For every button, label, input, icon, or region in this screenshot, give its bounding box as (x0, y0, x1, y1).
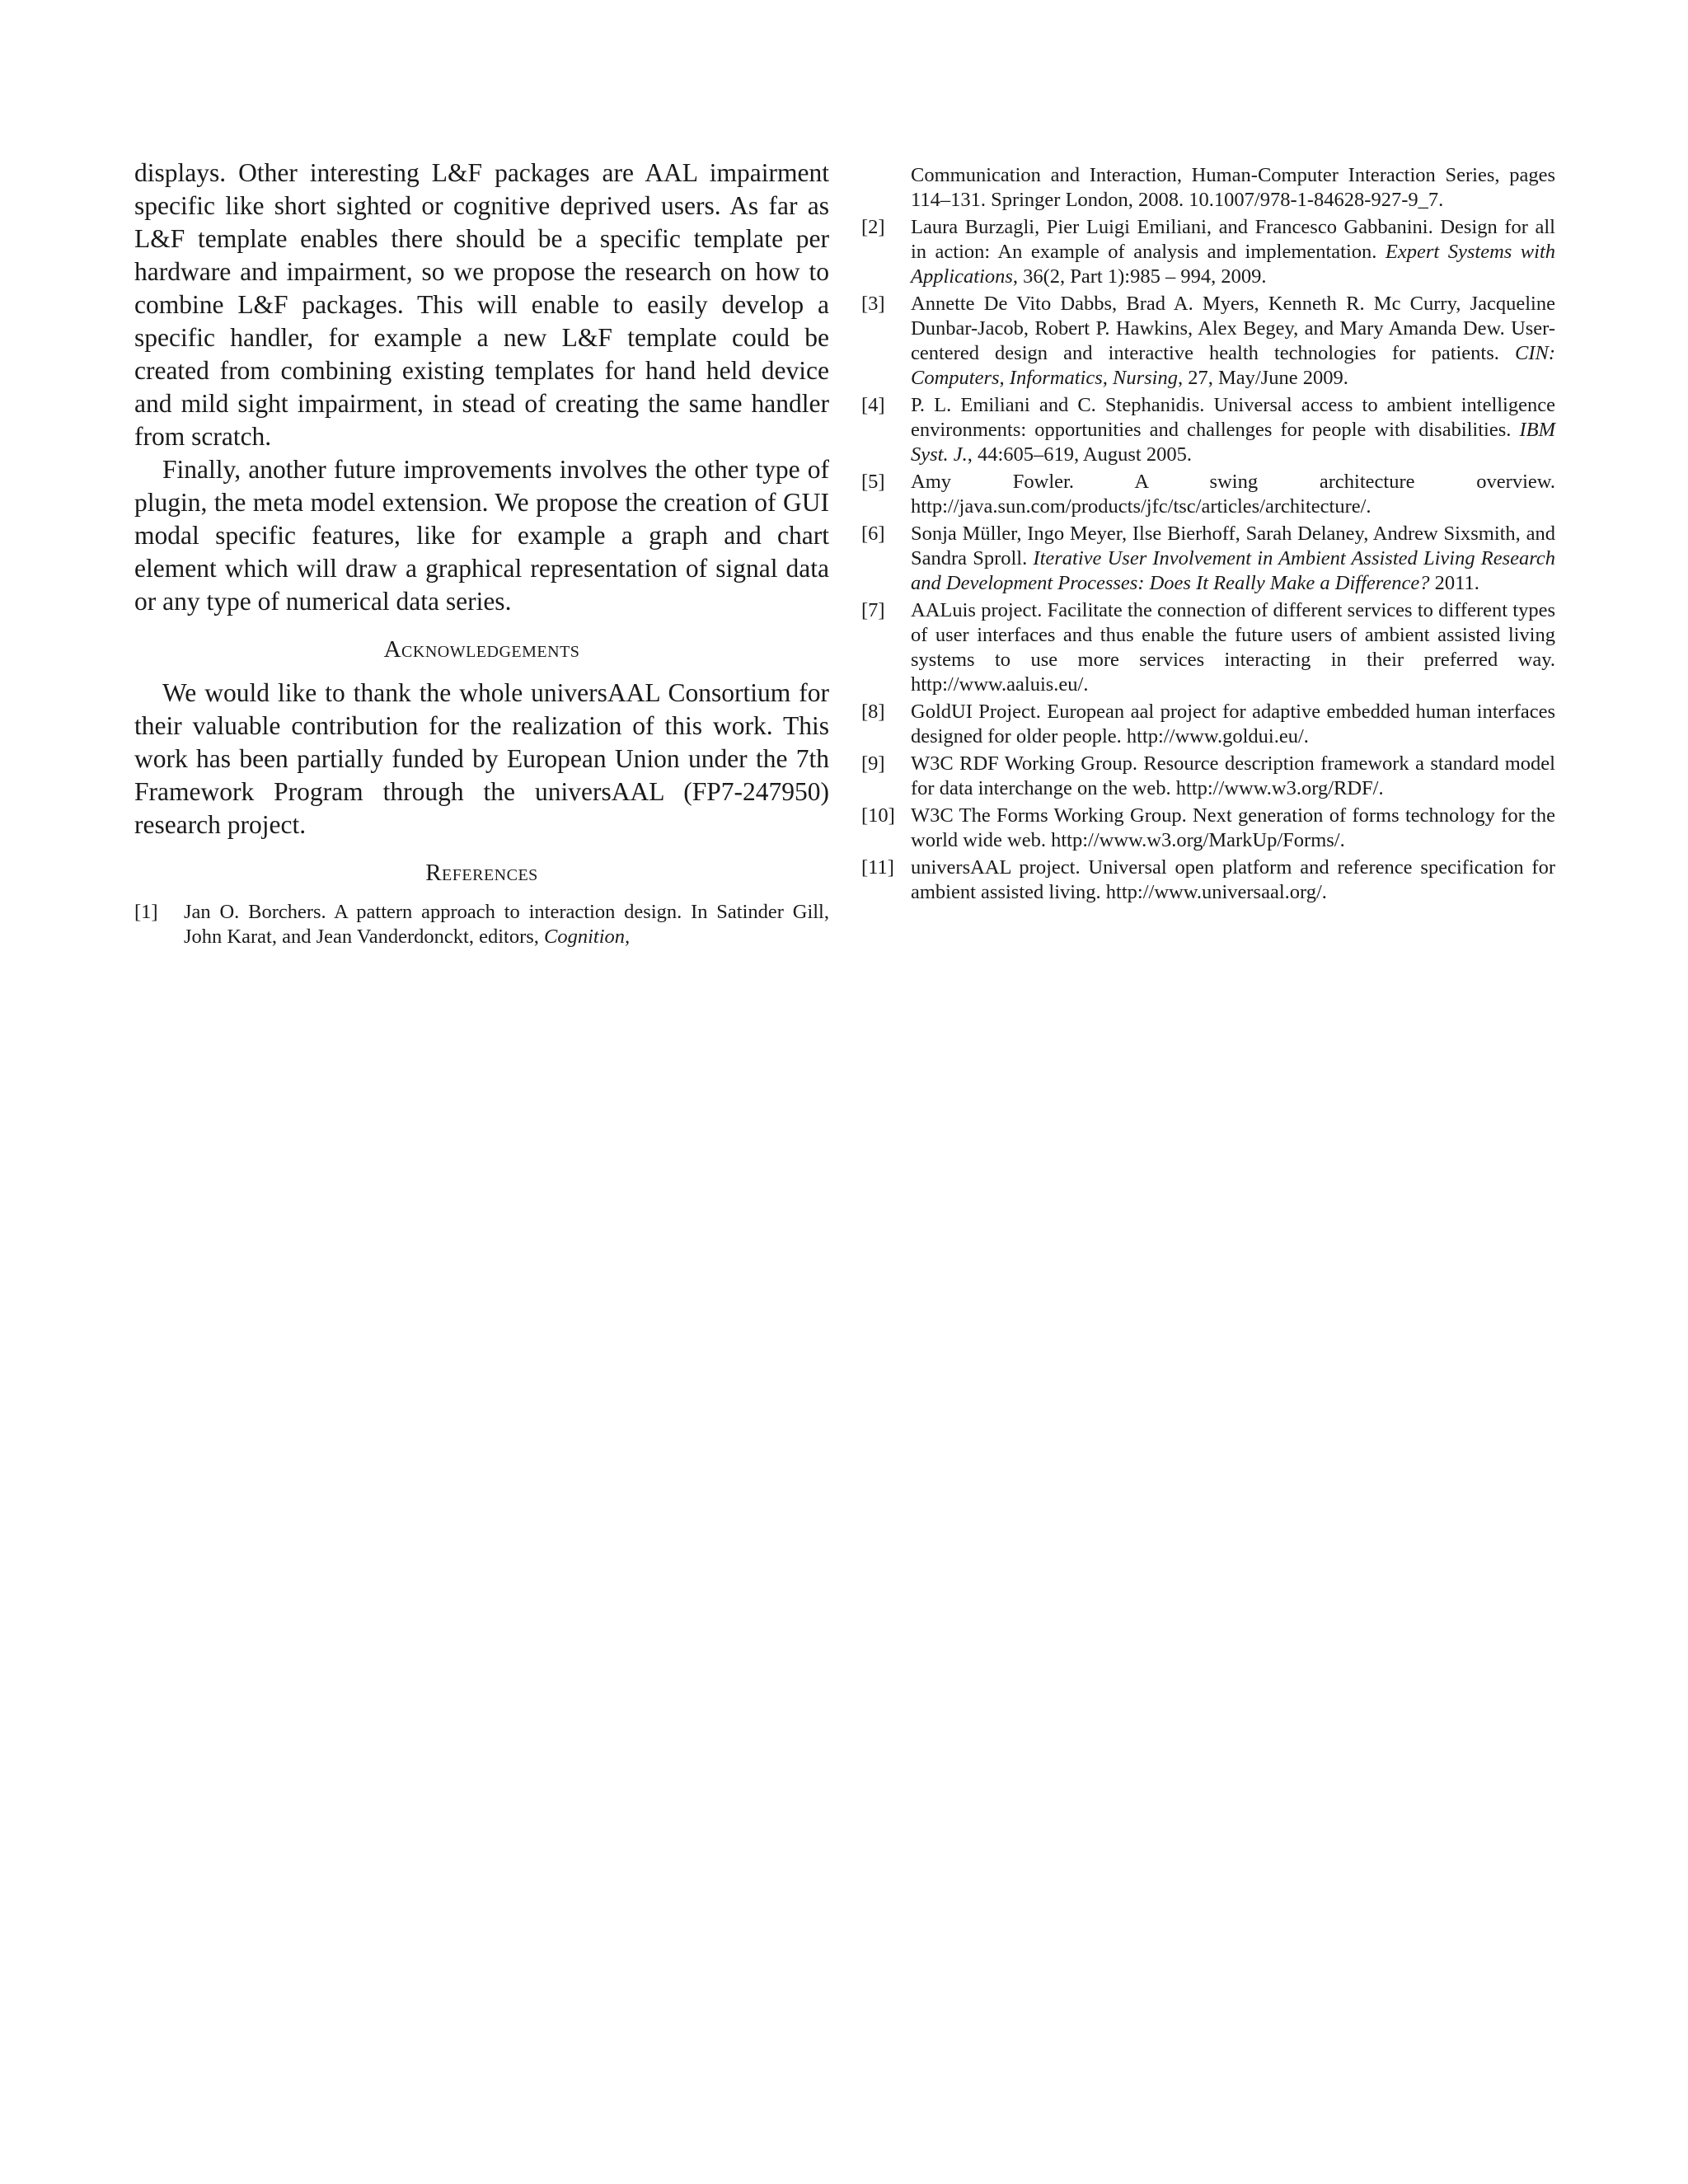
reference-number: [9] (861, 752, 885, 775)
reference-1-continued (861, 163, 1555, 213)
reference-7 (861, 598, 1555, 697)
reference-text: Sonja Müller, Ingo Meyer, Ilse Bierhoff, Sarah Delaney, Andrew Sixsmith, and Sandra Sproll. (911, 523, 1555, 569)
reference-text: Laura Burzagli, Pier Luigi Emiliani, and Francesco Gabbanini. Design for all in action: An example of analysis and implementation. (911, 216, 1555, 263)
reference-number: [7] (861, 599, 885, 621)
reference-4 (861, 393, 1555, 467)
acknowledgements-text: We would like to thank the whole universAAL Consortium for their valuable contribution for the realization of this work. This work has been partially funded by European Union under the 7th Framework Program through the universAAL (FP7-247950) research project. (134, 678, 829, 839)
reference-9 (861, 752, 1555, 801)
reference-journal: Expert Systems with Applications (911, 241, 1555, 288)
reference-number: [1] (134, 901, 158, 923)
reference-2 (861, 215, 1555, 289)
acknowledgements-heading: Acknowledgements (383, 636, 580, 663)
body-paragraph-1: displays. Other interesting L&F packages are AAL impairment specific like short sighted or cognitive deprived users. As far as L&F template enables there should be a specific template per hardware and impairment, so we propose the research on how to combine L&F packages. This will enable to easily develop a specific handler, for example a new L&F template could be created from combining existing templates for hand held device and mild sight impairment, in stead of creating the same handler from scratch. (134, 158, 829, 451)
reference-number: [3] (861, 293, 885, 315)
reference-text: W3C RDF Working Group. Resource description framework a standard model for data interchange on the web. http://www.w3.org/RDF/. (911, 752, 1555, 799)
reference-6 (861, 522, 1555, 596)
reference-text: P. L. Emiliani and C. Stephanidis. Universal access to ambient intelligence environments: opportunities and challenges for people with disabilities. (911, 394, 1555, 441)
reference-11 (861, 855, 1555, 905)
reference-text: , 36(2, Part 1):985 – 994, 2009. (1012, 265, 1267, 288)
reference-1 (134, 900, 829, 949)
reference-title: Cognition, (544, 926, 631, 948)
reference-text: GoldUI Project. European aal project for adaptive embedded human interfaces designed for older people. http://www.goldui.eu/. (911, 701, 1555, 748)
reference-10 (861, 804, 1555, 853)
reference-text: AALuis project. Facilitate the connection of different services to different types of user interfaces and thus enable the future users of ambient assisted living systems to use more services interacting in their preferred way. http://www.aaluis.eu/. (911, 599, 1555, 696)
reference-journal: CIN: Computers, Informatics, Nursing (911, 342, 1555, 389)
reference-text: universAAL project. Universal open platform and reference specification for ambient assisted living. http://www.universaal.org/. (911, 856, 1555, 903)
reference-list-left (134, 900, 829, 949)
reference-number: [6] (861, 523, 885, 545)
body-paragraph-2: Finally, another future improvements involves the other type of plugin, the meta model extension. We propose the creation of GUI modal specific features, like for example a graph and chart element which will draw a graphical representation of signal data or any type of numerical data series. (134, 455, 829, 616)
reference-journal: IBM Syst. J. (911, 419, 1555, 466)
reference-number: [2] (861, 216, 885, 238)
reference-3 (861, 292, 1555, 391)
right-column (861, 163, 1555, 907)
reference-text: Annette De Vito Dabbs, Brad A. Myers, Kenneth R. Mc Curry, Jacqueline Dunbar-Jacob, Robert P. Hawkins, Alex Begey, and Mary Amanda Dew. User-centered design and interactive health technologies for patients. (911, 293, 1555, 364)
reference-text: , 44:605–619, August 2005. (967, 443, 1192, 466)
reference-title: Communication and Interaction (911, 164, 1177, 186)
reference-number: [10] (861, 804, 895, 827)
reference-text: Amy Fowler. A swing architecture overview. http://java.sun.com/products/jfc/tsc/articles/architecture/. (911, 471, 1555, 518)
references-heading: References (425, 860, 538, 886)
reference-number: [4] (861, 394, 885, 416)
reference-text: , 27, May/June 2009. (1177, 367, 1348, 389)
reference-title: Iterative User Involvement in Ambient Assisted Living Research and Development Processes: Does It Really Make a Difference? (911, 547, 1555, 594)
reference-8 (861, 700, 1555, 749)
reference-number: [5] (861, 471, 885, 493)
left-column (134, 157, 829, 952)
reference-text: Jan O. Borchers. A pattern approach to interaction design. In Satinder Gill, John Karat, and Jean Vanderdonckt, editors, (184, 901, 829, 948)
reference-number: [8] (861, 701, 885, 723)
reference-text: 2011. (1429, 572, 1479, 594)
reference-text: W3C The Forms Working Group. Next generation of forms technology for the world wide web. http://www.w3.org/MarkUp/Forms/. (911, 804, 1555, 851)
reference-text: , Human-Computer Interaction Series, pages 114–131. Springer London, 2008. 10.1007/978-1-84628-927-9_7. (911, 164, 1555, 211)
reference-number: [11] (861, 856, 894, 879)
reference-5 (861, 470, 1555, 519)
